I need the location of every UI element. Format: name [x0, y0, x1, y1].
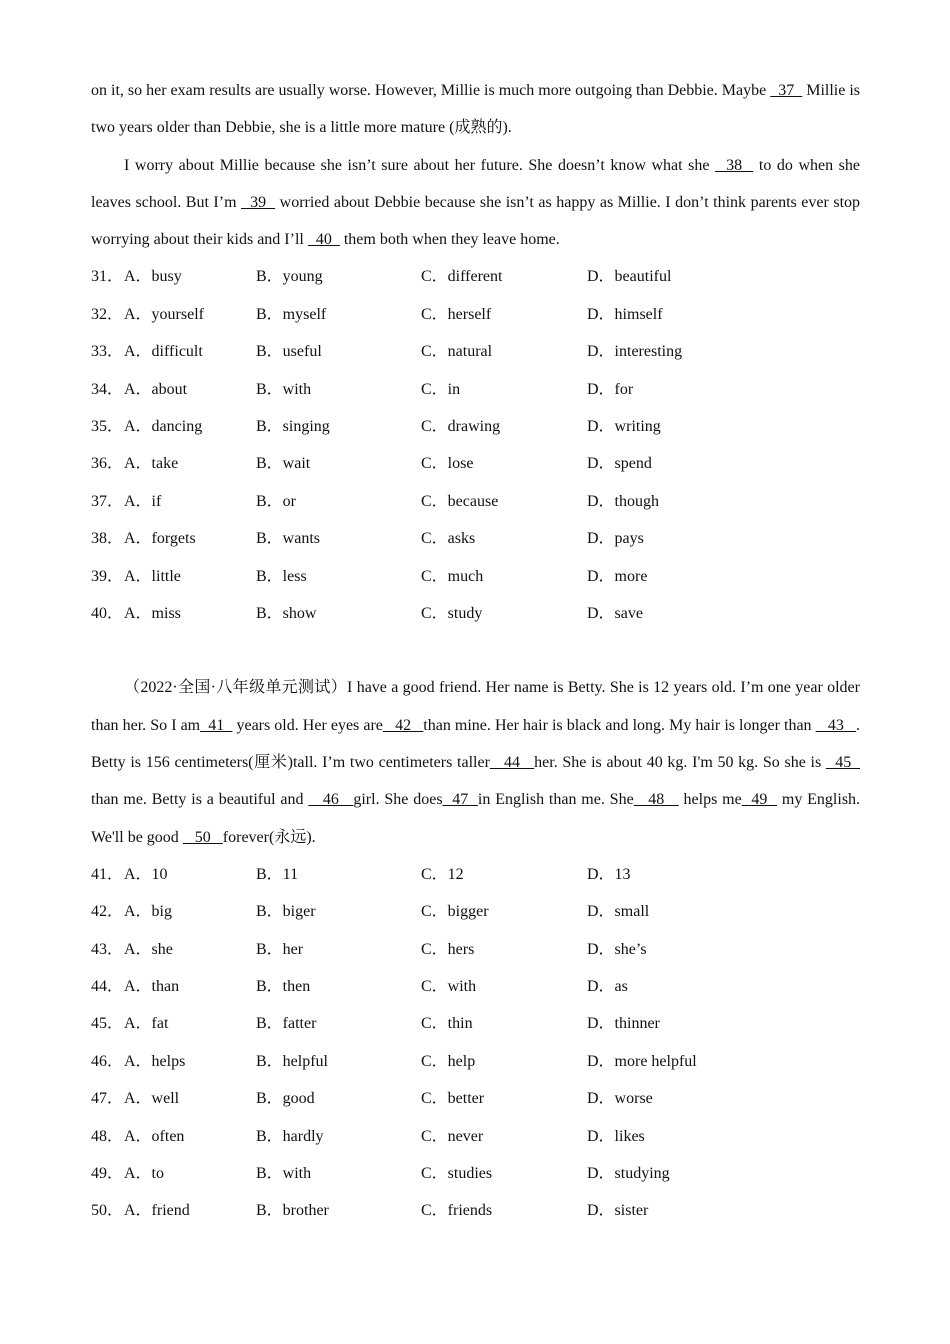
option-a: A．if	[124, 492, 162, 510]
option-c: C．because	[421, 492, 499, 510]
question-number: 42．	[91, 903, 124, 921]
option-a: A．big	[124, 903, 173, 921]
option-a: A．10	[124, 865, 168, 883]
passage-text: helps me	[678, 791, 742, 809]
question-row	[91, 558, 860, 595]
option-c: C．studies	[421, 1165, 493, 1182]
question-number: 50．	[91, 1202, 124, 1220]
option-c: C．herself	[421, 305, 492, 323]
question-number: 31．	[91, 268, 124, 286]
question-row	[91, 1192, 860, 1229]
passage-text: I worry about Millie because she isn’t sure about her future. She doesn’t know what she	[124, 156, 716, 174]
question-row	[91, 1080, 860, 1117]
option-d: D．sister	[587, 1202, 649, 1220]
passage-text: in English than me. She	[477, 791, 634, 809]
document-page	[91, 72, 860, 1230]
option-a: A．take	[124, 455, 179, 473]
option-d: D．interesting	[587, 343, 683, 361]
question-number: 47．	[91, 1090, 124, 1108]
option-b: B．show	[256, 605, 317, 622]
answer-blank: 38	[715, 156, 754, 174]
option-d: D．writing	[587, 418, 661, 436]
option-c: C．natural	[421, 343, 493, 361]
option-a: A．busy	[124, 268, 182, 286]
option-a: A．she	[124, 940, 173, 958]
question-number: 41．	[91, 865, 124, 883]
option-a: A．miss	[124, 605, 181, 622]
question-row	[91, 296, 860, 333]
passage-text: her. She is about 40 kg. I'm 50 kg. So she is	[534, 753, 826, 771]
option-c: C．hers	[421, 940, 475, 958]
option-c: C．lose	[421, 455, 474, 473]
answer-blank: 43	[815, 716, 857, 734]
passage1-paragraph-1	[91, 72, 860, 147]
answer-blank: 49	[741, 791, 778, 809]
passage-text: on it, so her exam results are usually worse. However, Millie is much more outgoing than Debbie. Maybe	[91, 82, 771, 99]
option-a: A．fat	[124, 1015, 169, 1033]
question-row	[91, 595, 860, 632]
question-list-1	[91, 258, 860, 632]
option-b: B．with	[256, 380, 312, 398]
answer-blank: 37	[770, 82, 803, 99]
option-c: C．drawing	[421, 418, 501, 436]
passage-text: Millie is two years older than Debbie, she is a little more mature (成熟的).	[91, 82, 861, 137]
option-c: C．different	[421, 268, 503, 286]
question-row	[91, 856, 860, 893]
option-b: B．biger	[256, 903, 316, 921]
question-number: 36．	[91, 455, 124, 473]
option-c: C．friends	[421, 1202, 493, 1220]
option-d: D．worse	[587, 1090, 653, 1108]
option-b: B．singing	[256, 418, 330, 436]
answer-blank: 42	[382, 716, 424, 734]
option-a: A．dancing	[124, 418, 203, 436]
option-b: B．less	[256, 567, 307, 585]
option-b: B．useful	[256, 343, 322, 361]
option-d: D．save	[587, 605, 643, 622]
answer-blank: 41	[200, 716, 233, 734]
question-row	[91, 520, 860, 557]
answer-blank: 47	[442, 791, 478, 809]
question-row	[91, 1043, 860, 1080]
option-b: B．helpful	[256, 1052, 328, 1070]
passage1-paragraph-2	[91, 147, 860, 259]
question-row	[91, 893, 860, 930]
option-d: D．spend	[587, 455, 652, 473]
passage-text: girl. She does	[353, 791, 443, 809]
option-a: A．friend	[124, 1202, 190, 1220]
option-b: B．or	[256, 492, 297, 510]
option-c: C．asks	[421, 530, 476, 548]
option-a: A．well	[124, 1090, 180, 1108]
question-number: 32．	[91, 305, 124, 323]
passage-text: them both when they leave home.	[339, 231, 560, 249]
answer-blank: 48	[633, 791, 679, 809]
option-a: A．often	[124, 1127, 185, 1145]
option-a: A．yourself	[124, 305, 204, 323]
passage-text: （2022·全国·八年级单元测试）I have a good friend. Her name is Betty. She is 12 years old. I’m one year older than her. So I am	[91, 679, 860, 734]
question-number: 45．	[91, 1015, 124, 1033]
passage-text: years old. Her eyes are	[232, 716, 383, 734]
option-b: B．fatter	[256, 1015, 317, 1033]
option-b: B．brother	[256, 1202, 329, 1220]
option-d: D．though	[587, 492, 660, 510]
option-c: C．much	[421, 567, 484, 585]
option-b: B．with	[256, 1165, 312, 1182]
answer-blank: 50	[182, 828, 223, 846]
option-d: D．likes	[587, 1127, 645, 1145]
option-b: B．good	[256, 1090, 315, 1108]
question-number: 44．	[91, 978, 124, 996]
passage-text: my English. We'll be good	[91, 791, 861, 846]
question-list-2	[91, 856, 860, 1230]
option-a: A．helps	[124, 1052, 186, 1070]
section-gap	[91, 632, 860, 669]
question-number: 46．	[91, 1052, 124, 1070]
option-a: A．forgets	[124, 530, 196, 548]
question-number: 39．	[91, 567, 124, 585]
option-b: B．young	[256, 268, 323, 286]
answer-blank: 45	[825, 753, 861, 771]
option-b: B．wait	[256, 455, 311, 473]
option-d: D．studying	[587, 1165, 670, 1182]
option-c: C．help	[421, 1052, 476, 1070]
option-c: C．thin	[421, 1015, 473, 1033]
question-row	[91, 931, 860, 968]
question-number: 38．	[91, 530, 124, 548]
option-b: B．hardly	[256, 1127, 324, 1145]
option-b: B．11	[256, 865, 299, 883]
option-d: D．more	[587, 567, 648, 585]
question-number: 34．	[91, 380, 124, 398]
question-number: 40．	[91, 605, 124, 622]
passage-text: to do when she leaves school. But I’m	[91, 156, 861, 211]
question-row	[91, 483, 860, 520]
option-d: D．for	[587, 380, 634, 398]
option-d: D．as	[587, 978, 628, 996]
question-number: 48．	[91, 1127, 124, 1145]
option-a: A．little	[124, 567, 181, 585]
option-d: D．beautiful	[587, 268, 672, 286]
option-d: D．himself	[587, 305, 663, 323]
option-d: D．more helpful	[587, 1052, 697, 1070]
passage-text: worried about Debbie because she isn’t as happy as Millie. I don’t think parents ever stop worrying about their kids and I’ll	[91, 193, 861, 249]
passage2-paragraph-1	[91, 669, 860, 855]
option-b: B．then	[256, 978, 311, 996]
question-number: 35．	[91, 418, 124, 436]
option-a: A．than	[124, 978, 180, 996]
question-row	[91, 1155, 860, 1192]
question-row	[91, 445, 860, 482]
question-number: 33．	[91, 343, 124, 361]
option-d: D．small	[587, 903, 650, 921]
answer-blank: 46	[308, 791, 354, 809]
question-row	[91, 1005, 860, 1042]
answer-blank: 39	[241, 193, 276, 211]
option-c: C．never	[421, 1127, 484, 1145]
option-d: D．pays	[587, 530, 644, 548]
passage-text: forever(永远).	[222, 828, 316, 846]
passage-text: than me. Betty is a beautiful and	[91, 791, 309, 809]
option-b: B．myself	[256, 305, 327, 323]
option-a: A．to	[124, 1165, 165, 1182]
question-number: 37．	[91, 492, 124, 510]
option-b: B．wants	[256, 530, 321, 548]
question-row	[91, 333, 860, 370]
option-c: C．with	[421, 978, 477, 996]
question-row	[91, 1118, 860, 1155]
question-row	[91, 968, 860, 1005]
question-number: 43．	[91, 940, 124, 958]
passage-text: . Betty is 156 centimeters(厘米)tall. I’m two centimeters taller	[91, 716, 861, 771]
question-row	[91, 371, 860, 408]
question-row	[91, 258, 860, 295]
option-d: D．she’s	[587, 940, 647, 958]
option-d: D．thinner	[587, 1015, 660, 1033]
option-c: C．in	[421, 380, 461, 398]
option-c: C．12	[421, 865, 464, 883]
answer-blank: 40	[307, 231, 340, 249]
question-number: 49．	[91, 1165, 124, 1182]
question-row	[91, 408, 860, 445]
option-c: C．study	[421, 605, 483, 622]
answer-blank: 44	[489, 753, 535, 771]
option-d: D．13	[587, 865, 631, 883]
option-a: A．about	[124, 380, 188, 398]
option-b: B．her	[256, 940, 304, 958]
option-c: C．bigger	[421, 903, 489, 921]
option-a: A．difficult	[124, 343, 203, 361]
passage-text: than mine. Her hair is black and long. My hair is longer than	[423, 716, 816, 734]
option-c: C．better	[421, 1090, 485, 1108]
